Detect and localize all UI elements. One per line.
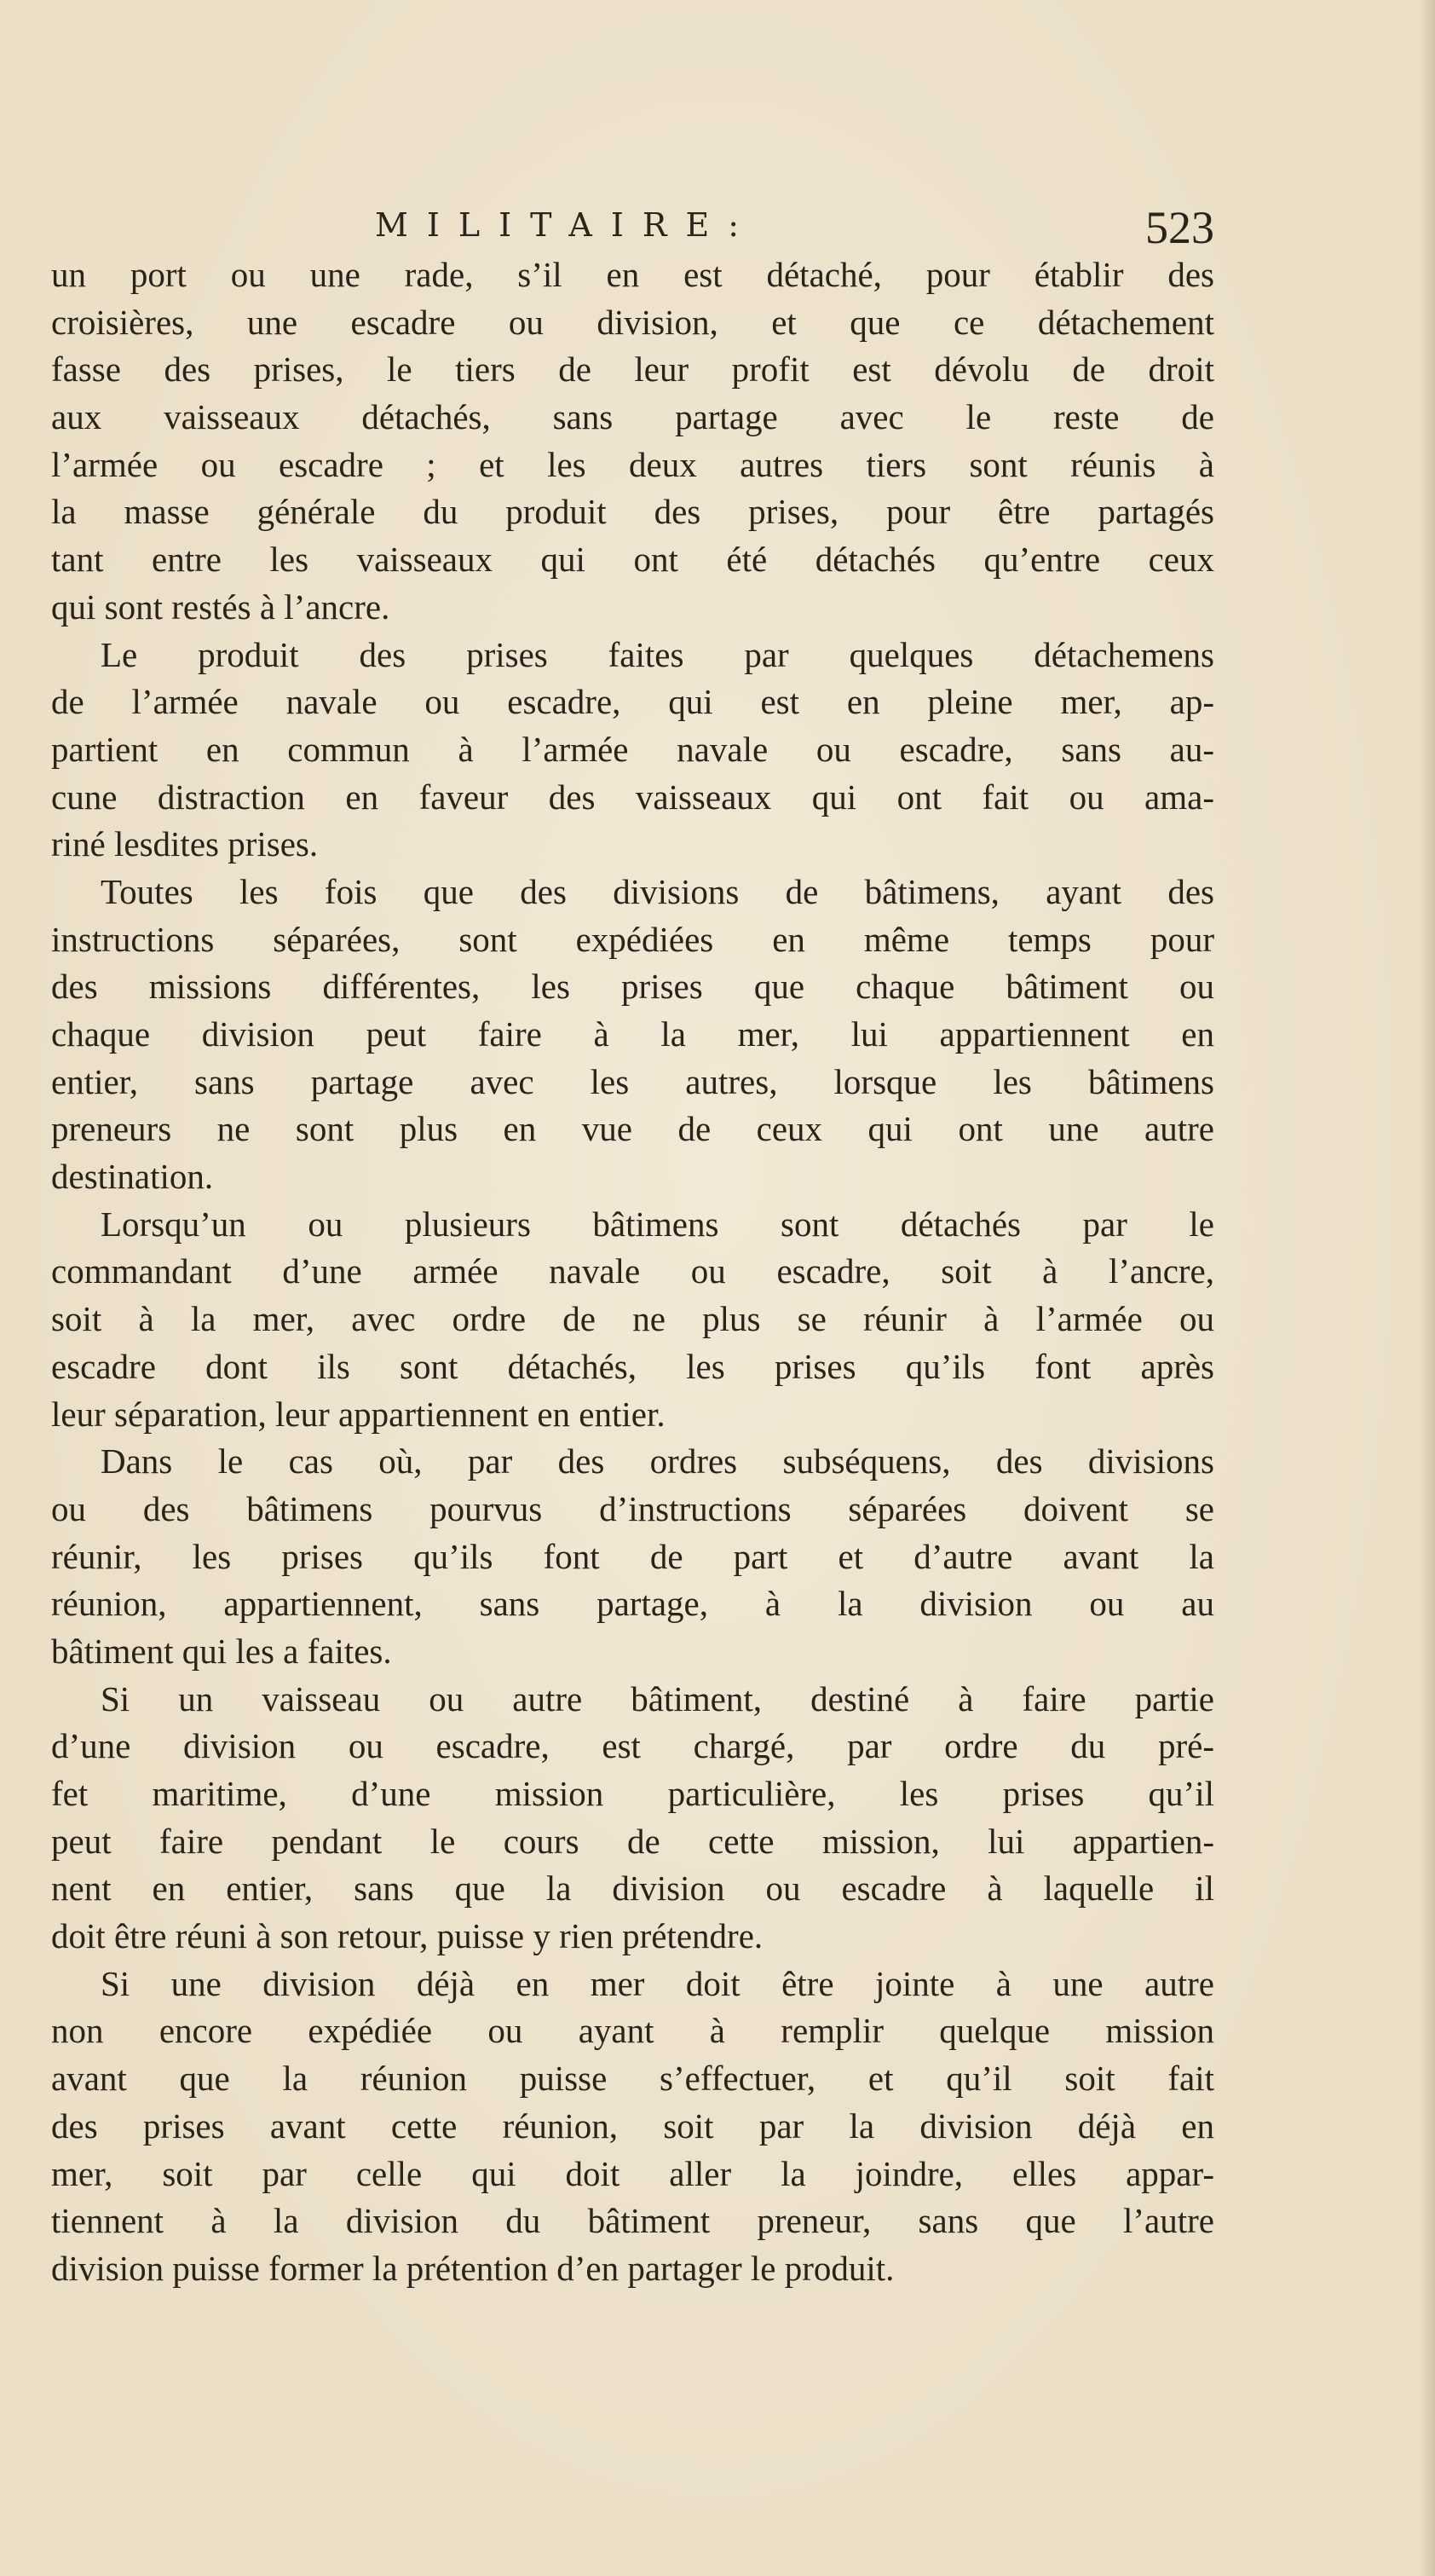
page-number: 523 [1145,202,1214,253]
text-line: tiennent à la division du bâtiment preneur, sans que l’autre [51,2201,1214,2241]
text-line: des prises avant cette réunion, soit par la division déjà en [51,2105,1214,2146]
text-line: destination. [51,1157,214,1197]
text-line: commandant d’une armée navale ou escadre, soit à l’ancre, [51,1251,1214,1291]
text-line: fasse des prises, le tiers de leur profit est dévolu de droit [51,349,1214,390]
text-line: doit être réuni à son retour, puisse y rien prétendre. [51,1916,764,1956]
text-line: tant entre les vaisseaux qui ont été détachés qu’entre ceux [51,540,1214,580]
text-line: non encore expédiée ou ayant à remplir quelque mission [51,2011,1214,2051]
text-line: Lorsqu’un ou plusieurs bâtimens sont détachés par le [101,1204,1214,1244]
text-line: d’une division ou escadre, est chargé, par ordre du pré- [51,1726,1214,1766]
text-line: fet maritime, d’une mission particulière, les prises qu’il [51,1774,1214,1813]
text-line: bâtiment qui les a faites. [51,1631,392,1671]
text-line: cune distraction en faveur des vaisseaux qui ont fait ou ama- [51,777,1214,817]
text-line: entier, sans partage avec les autres, lorsque les bâtimens [51,1061,1214,1101]
text-line: partient en commun à l’armée navale ou escadre, sans au- [51,729,1214,769]
text-line: riné lesdites prises. [51,824,319,864]
text-line: nent en entier, sans que la division ou escadre à laquelle il [51,1868,1214,1909]
text-line: Toutes les fois que des divisions de bâtimens, ayant des [101,871,1214,911]
text-line: de l’armée navale ou escadre, qui est en pleine mer, ap- [51,682,1214,722]
text-line: croisières, une escadre ou division, et que ce détachement [51,302,1214,342]
text-line: mer, soit par celle qui doit aller la joindre, elles appar- [51,2153,1214,2193]
running-head: MILITAIRE: [375,206,758,244]
text-line: preneurs ne sont plus en vue de ceux qui ont une autre [51,1109,1214,1149]
text-line: avant que la réunion puisse s’effectuer, et qu’il soit fait [51,2059,1214,2099]
page-edge-shadow [1420,0,1435,2576]
text-line: la masse générale du produit des prises, pour être partagés [51,492,1214,532]
text-line: Le produit des prises faites par quelques détachemens [101,634,1214,674]
text-line: division puisse former la prétention d’en partager le produit. [51,2248,895,2288]
text-line: un port ou une rade, s’il en est détaché, pour établir des [51,255,1214,294]
text-line: qui sont restés à l’ancre. [51,586,390,627]
body-text [51,251,1214,2293]
text-line: des missions différentes, les prises que chaque bâtiment ou [51,967,1214,1007]
text-line: aux vaisseaux détachés, sans partage avec le reste de [51,397,1214,437]
page-header [51,202,1214,257]
text-line: l’armée ou escadre ; et les deux autres tiers sont réunis à [51,444,1214,484]
text-line: réunion, appartiennent, sans partage, à la division ou au [51,1584,1214,1624]
text-line: instructions séparées, sont expédiées en même temps pour [51,919,1214,959]
text-line: leur séparation, leur appartiennent en entier. [51,1394,666,1434]
text-line: Si une division déjà en mer doit être jointe à une autre [101,1963,1214,2003]
text-line: escadre dont ils sont détachés, les prises qu’ils font après [51,1346,1214,1386]
text-line: Dans le cas où, par des ordres subséquens, des divisions [101,1441,1214,1481]
text-line: Si un vaisseau ou autre bâtiment, destiné à faire partie [101,1678,1214,1718]
text-line: ou des bâtimens pourvus d’instructions séparées doivent se [51,1488,1214,1528]
text-line: chaque division peut faire à la mer, lui appartiennent en [51,1014,1214,1054]
text-line: réunir, les prises qu’ils font de part et d’autre avant la [51,1536,1214,1576]
text-line: soit à la mer, avec ordre de ne plus se réunir à l’armée ou [51,1299,1214,1339]
text-line: peut faire pendant le cours de cette mission, lui appartien- [51,1821,1214,1861]
